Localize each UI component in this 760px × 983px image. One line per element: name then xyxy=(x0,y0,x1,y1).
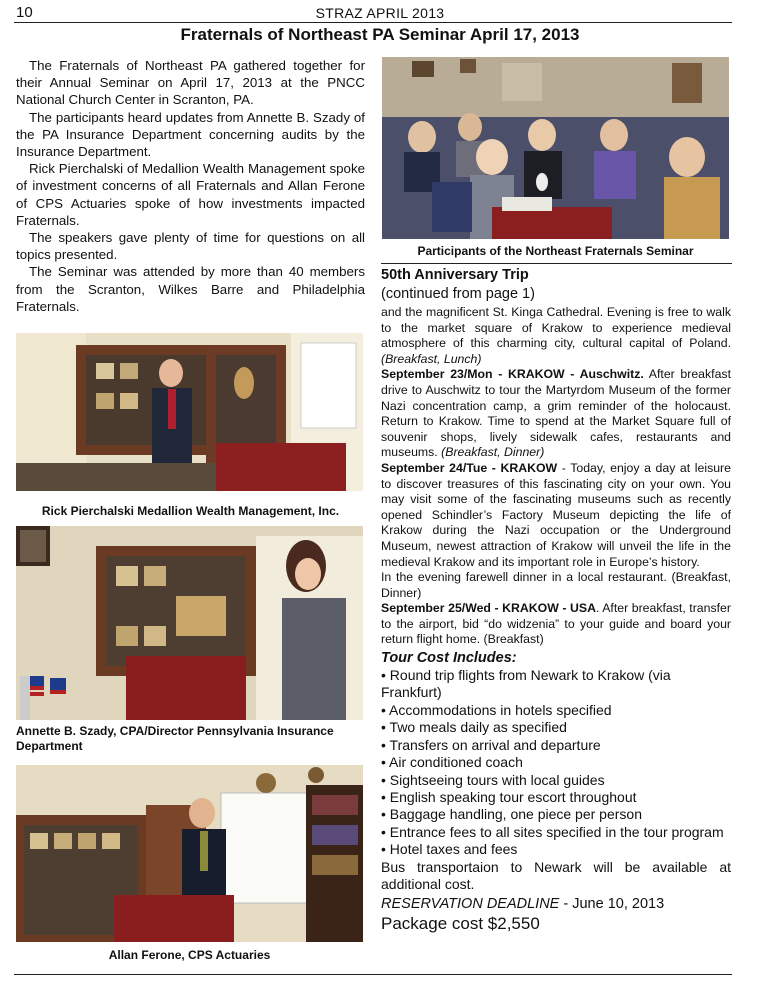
itinerary-intro xyxy=(381,305,731,367)
day-heading: September 24/Tue - KRAKOW xyxy=(381,460,558,475)
article-paragraph: The speakers gave plenty of time for questions on all topics presented. xyxy=(16,230,365,263)
article-body xyxy=(16,57,365,315)
article-title: Fraternals of Northeast PA Seminar April 17, 2013 xyxy=(180,25,580,44)
day-text: After breakfast drive to Auschwitz to tour the Martyrdom Museum of the former Nazi concentration camp, a grim reminder of the holocaust. Return to Krakow. Time to spend at the Market Square full of souvenir shops, lively sidewalk cafes, restaurants and museums. xyxy=(381,367,731,460)
list-item: • Round trip flights from Newark to Krakow (via Frankfurt) xyxy=(381,667,671,701)
deadline-label: RESERVATION DEADLINE xyxy=(381,896,560,913)
participants-caption: Participants of the Northeast Fraternals Seminar xyxy=(417,244,694,258)
day-text: - Today, enjoy a day at leisure to discover treasures of this fascinating city on your own. You may visit some of the fascinating museums such as recently opened Schindler’s Factory Museum depicting the life of Krakow during the Nazi occupation or the Underground Museum, newest attraction of Krakow will unveil the life in the medieval Krakow and its important role in Europe’s history. xyxy=(381,460,731,569)
deadline-date: - June 10, 2013 xyxy=(559,896,665,913)
participants-photo xyxy=(382,57,729,239)
itinerary-day xyxy=(381,601,731,648)
header-rule xyxy=(14,22,732,23)
package-cost: Package cost $2,550 xyxy=(381,914,540,934)
list-item: • Entrance fees to all sites specified in the tour program xyxy=(381,823,724,840)
includes-list xyxy=(381,667,731,858)
annette-photo xyxy=(16,526,363,720)
list-item: • Two meals daily as specified xyxy=(381,719,567,736)
allan-photo xyxy=(16,765,363,942)
rick-photo xyxy=(16,333,363,491)
list-item: • Sightseeing tours with local guides xyxy=(381,771,605,788)
trip-section xyxy=(381,266,731,934)
publication-header: STRAZ APRIL 2013 xyxy=(315,5,445,21)
day-meals: (Breakfast, Dinner) xyxy=(441,445,545,460)
trip-itinerary xyxy=(381,305,731,648)
intro-meals: (Breakfast, Lunch) xyxy=(381,351,482,366)
annette-caption: Annette B. Szady, CPA/Director Pennsylvania Insurance Department xyxy=(16,724,334,753)
article-paragraph: Rick Pierchalski of Medallion Wealth Management spoke of investment concerns of all Fraternals and Allan Ferone of CPS Actuaries spoke of how investments impacted Fraternals. xyxy=(16,161,365,228)
list-item: • English speaking tour escort throughout xyxy=(381,788,637,805)
trip-title: 50th Anniversary Trip xyxy=(381,267,529,283)
day-heading: September 25/Wed - KRAKOW - USA xyxy=(381,601,596,616)
day-heading: September 23/Mon - KRAKOW - Auschwitz. xyxy=(381,367,644,382)
itinerary-day xyxy=(381,570,731,601)
bus-note: Bus transportaion to Newark will be available at additional cost. xyxy=(381,858,731,892)
footer-rule xyxy=(14,974,732,975)
article-paragraph: The participants heard updates from Annette B. Szady of the PA Insurance Department concerning audits by the Insurance Department. xyxy=(16,109,365,160)
list-item: • Transfers on arrival and departure xyxy=(381,736,601,753)
list-item: • Accommodations in hotels specified xyxy=(381,701,612,718)
itinerary-day xyxy=(381,461,731,570)
day-text: In the evening farewell dinner in a local restaurant. (Breakfast, Dinner) xyxy=(381,570,731,600)
list-item: • Air conditioned coach xyxy=(381,754,523,771)
intro-text: and the magnificent St. Kinga Cathedral. Evening is free to walk to the market square of Krakow to experience medieval atmosphere of this charming city, cultural capital of Poland. xyxy=(381,305,731,351)
itinerary-day xyxy=(381,367,731,461)
page-number: 10 xyxy=(16,4,33,21)
trip-subtitle: (continued from page 1) xyxy=(381,286,535,302)
article-paragraph: The Seminar was attended by more than 40 members from the Scranton, Wilkes Barre and Philadelphia Fraternals. xyxy=(16,264,365,314)
tour-cost-heading: Tour Cost Includes: xyxy=(381,650,517,667)
allan-caption: Allan Ferone, CPS Actuaries xyxy=(108,948,271,962)
rick-caption: Rick Pierchalski Medallion Wealth Management, Inc. xyxy=(41,504,340,518)
article-paragraph: The Fraternals of Northeast PA gathered together for their Annual Seminar on April 17, 2013 at the PNCC National Church Center in Scranton, PA. xyxy=(16,58,365,108)
reservation-deadline xyxy=(381,895,731,913)
day-text: . After breakfast, transfer to the airport, bid “do widzenia” to your guide and board your return flight home. (Breakfast) xyxy=(381,601,731,647)
list-item: • Baggage handling, one piece per person xyxy=(381,806,642,823)
caption-rule xyxy=(381,263,732,264)
list-item: • Hotel taxes and fees xyxy=(381,841,518,858)
